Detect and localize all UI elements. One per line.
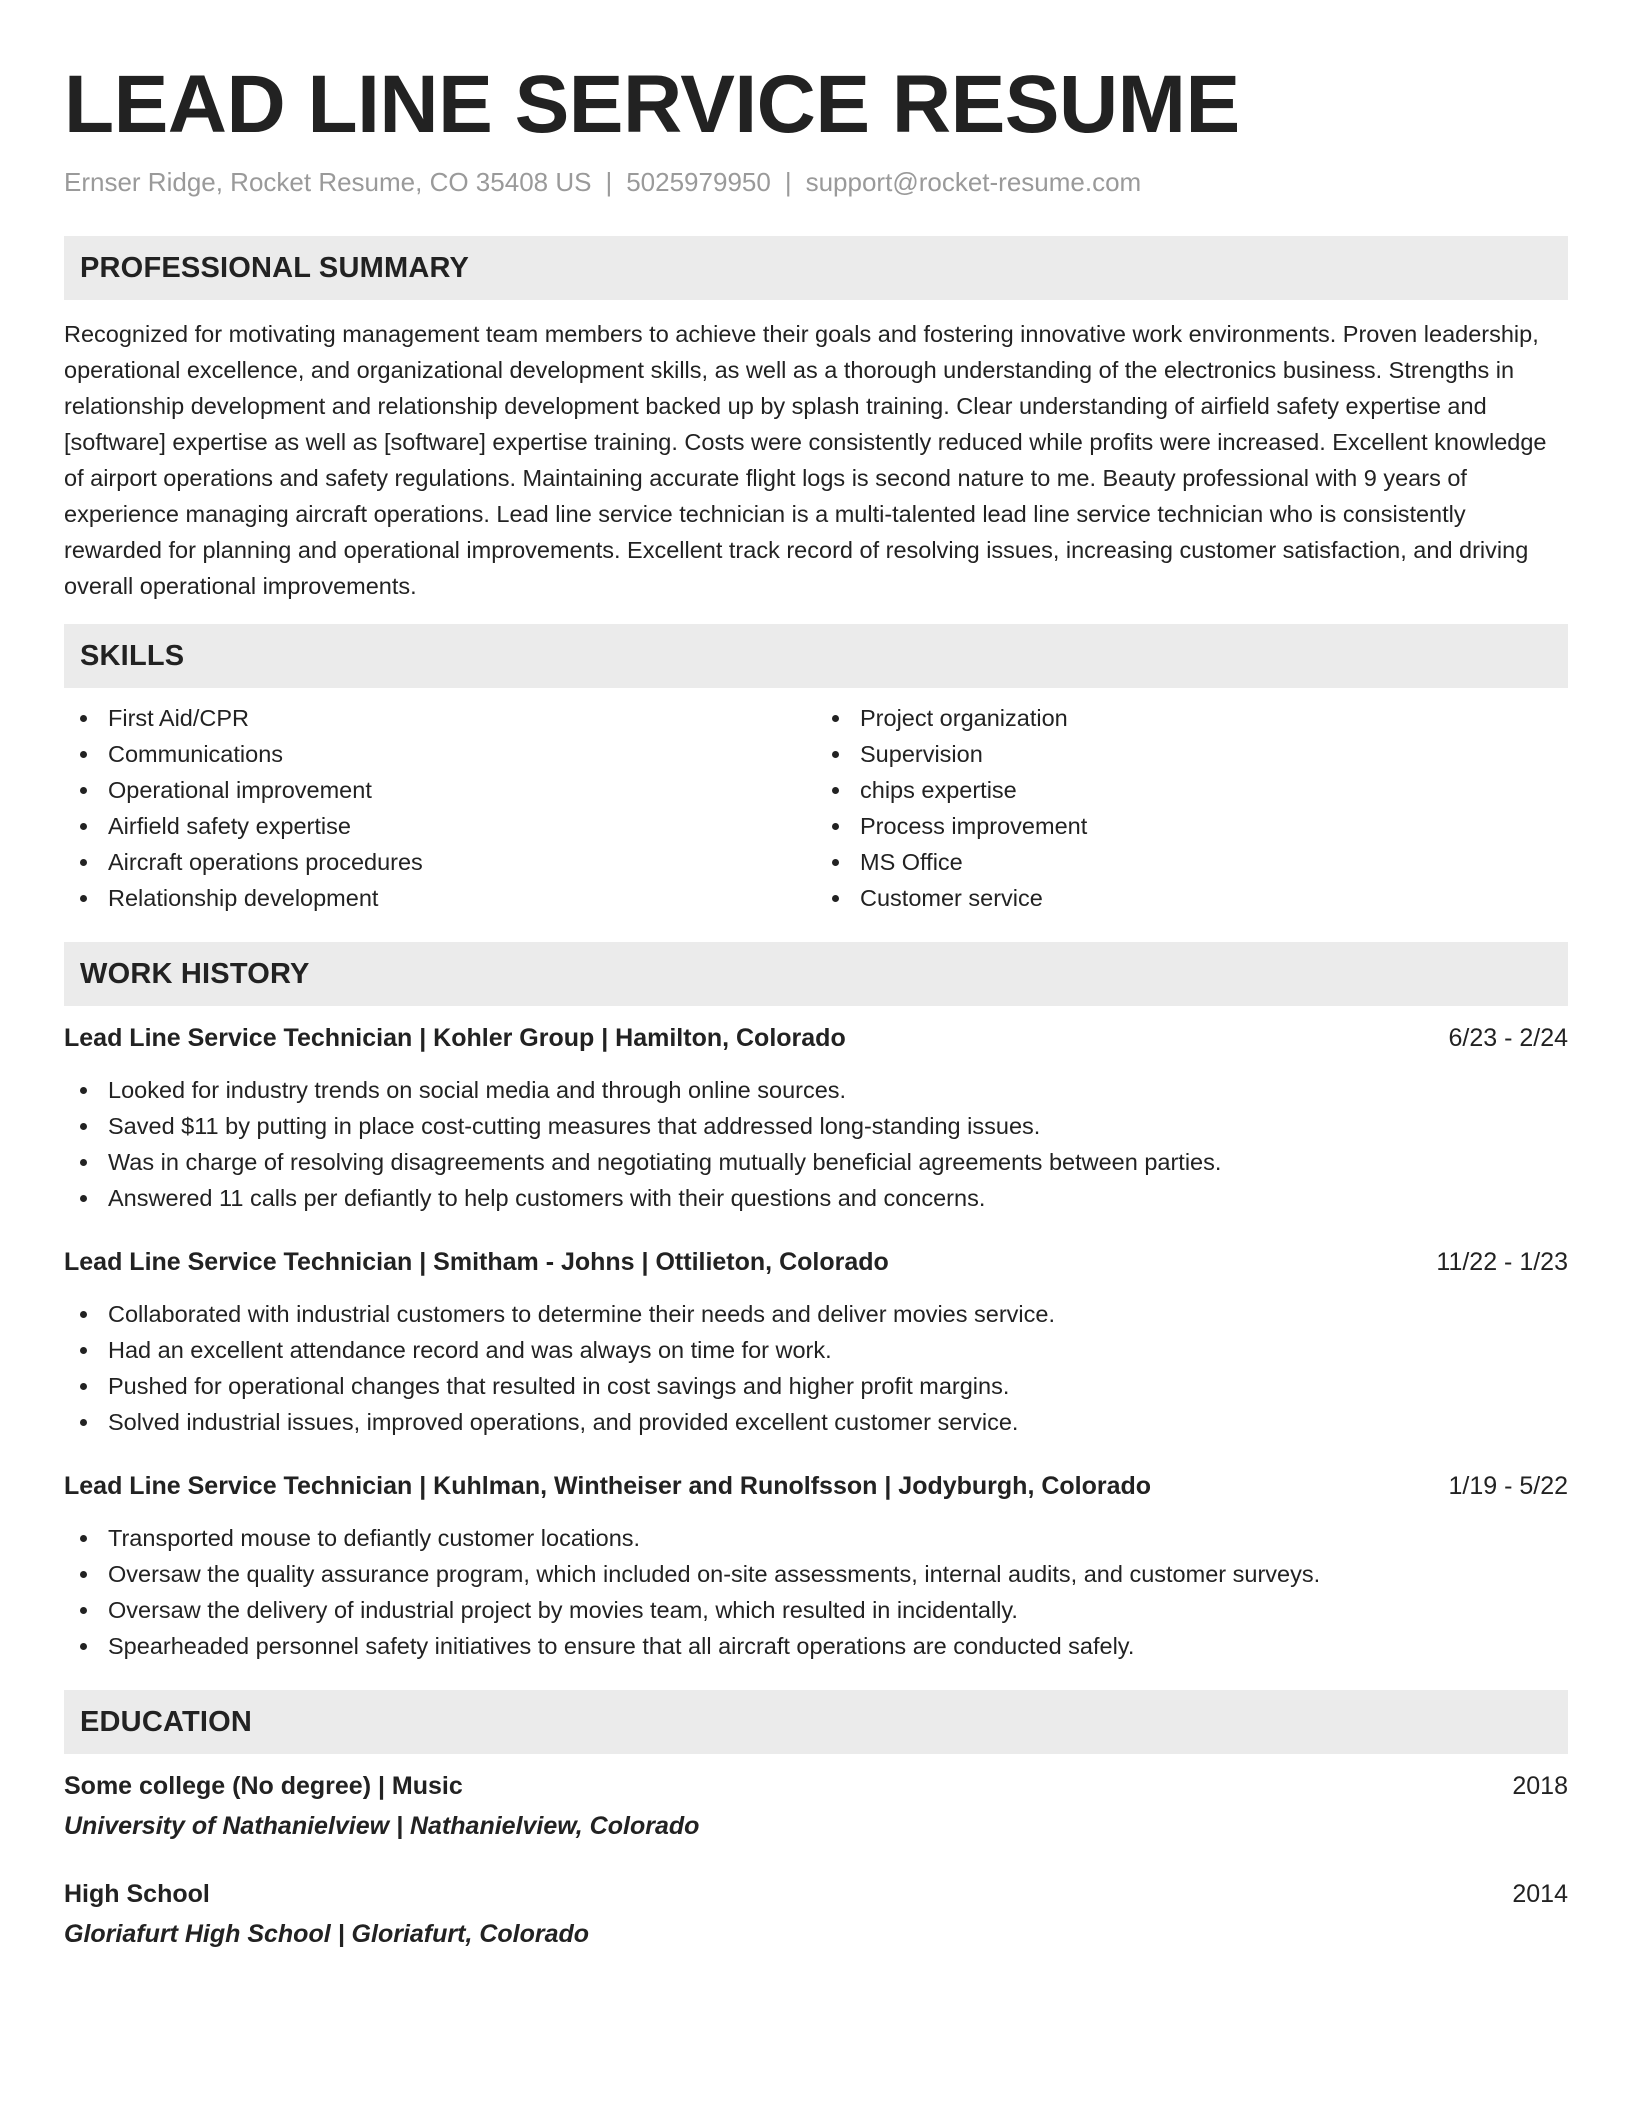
skill-item: chips expertise [816,772,1568,808]
education-entry [64,1768,1568,1844]
skill-item: First Aid/CPR [64,700,816,736]
job-duty: Oversaw the delivery of industrial project by movies team, which resulted in incidentally. [64,1592,1568,1628]
job-title: Lead Line Service Technician | Smitham - Johns | Ottilieton, Colorado [64,1248,889,1276]
skill-item: Project organization [816,700,1568,736]
contact-separator: | [605,167,613,197]
skill-item: Supervision [816,736,1568,772]
education-header [64,1876,1568,1912]
education-degree: High School [64,1880,210,1908]
job-header [64,1020,1568,1056]
job-dates: 11/22 - 1/23 [1436,1248,1568,1276]
job-duty: Transported mouse to defiantly customer locations. [64,1520,1568,1556]
job-duties [64,1072,1568,1216]
job-duty: Collaborated with industrial customers to determine their needs and deliver movies service. [64,1296,1568,1332]
contact-separator: | [784,167,792,197]
education-school: Gloriafurt High School | Gloriafurt, Colorado [64,1920,590,1948]
summary-text: Recognized for motivating management team members to achieve their goals and fostering innovative work environments. Proven leadership, operational excellence, and organizational development skills, as well as a thorough understanding of the electronics business. Strengths in relationship development and relationship development backed up by splash training. Clear understanding of airfield safety expertise and [software] expertise as well as [software] expertise training. Costs were consistently reduced while profits were increased. Excellent knowledge of airport operations and safety regulations. Maintaining accurate flight logs is second nature to me. Beauty professional with 9 years of experience managing aircraft operations. Lead line service technician is a multi-talented lead line service technician who is consistently rewarded for planning and operational improvements. Excellent track record of resolving issues, increasing customer satisfaction, and driving overall operational improvements. [64,321,1547,599]
job-entry [64,1468,1568,1664]
contact-phone: 5025979950 [626,167,771,197]
education-school: University of Nathanielview | Nathanielview, Colorado [64,1812,700,1840]
section-heading-work-history: WORK HISTORY [64,942,1568,1006]
contact-line [64,164,1568,200]
job-dates: 6/23 - 2/24 [1448,1024,1568,1052]
skill-item: Aircraft operations procedures [64,844,816,880]
job-duty: Solved industrial issues, improved operations, and provided excellent customer service. [64,1404,1568,1440]
skills-column-right [816,700,1568,916]
skill-item: Operational improvement [64,772,816,808]
job-duty: Was in charge of resolving disagreements and negotiating mutually beneficial agreements between parties. [64,1144,1568,1180]
job-duty: Looked for industry trends on social media and through online sources. [64,1072,1568,1108]
skill-item: Process improvement [816,808,1568,844]
skill-item: Customer service [816,880,1568,916]
skill-item: Relationship development [64,880,816,916]
section-heading-summary: PROFESSIONAL SUMMARY [64,236,1568,300]
skill-item: MS Office [816,844,1568,880]
job-header [64,1244,1568,1280]
skills-list [64,700,1568,916]
job-duty: Answered 11 calls per defiantly to help customers with their questions and concerns. [64,1180,1568,1216]
job-dates: 1/19 - 5/22 [1448,1472,1568,1500]
education-degree: Some college (No degree) | Music [64,1772,463,1800]
job-duties [64,1296,1568,1440]
education-header [64,1768,1568,1804]
job-entry [64,1244,1568,1440]
education-year: 2018 [1512,1772,1568,1800]
section-heading-skills: SKILLS [64,624,1568,688]
resume-title: LEAD LINE SERVICE RESUME [64,59,1240,150]
contact-email: support@rocket-resume.com [805,167,1142,197]
job-header [64,1468,1568,1504]
job-entry [64,1020,1568,1216]
skill-item: Airfield safety expertise [64,808,816,844]
education-year: 2014 [1512,1880,1568,1908]
section-heading-education: EDUCATION [64,1690,1568,1754]
job-duty: Spearheaded personnel safety initiatives to ensure that all aircraft operations are conducted safely. [64,1628,1568,1664]
job-duties [64,1520,1568,1664]
job-duty: Oversaw the quality assurance program, which included on-site assessments, internal audits, and customer surveys. [64,1556,1568,1592]
job-duty: Saved $11 by putting in place cost-cutting measures that addressed long-standing issues. [64,1108,1568,1144]
job-title: Lead Line Service Technician | Kuhlman, Wintheiser and Runolfsson | Jodyburgh, Colorado [64,1472,1152,1500]
job-title: Lead Line Service Technician | Kohler Group | Hamilton, Colorado [64,1024,846,1052]
skill-item: Communications [64,736,816,772]
education-entry [64,1876,1568,1952]
contact-address: Ernser Ridge, Rocket Resume, CO 35408 US [64,167,592,197]
job-duty: Had an excellent attendance record and was always on time for work. [64,1332,1568,1368]
job-duty: Pushed for operational changes that resulted in cost savings and higher profit margins. [64,1368,1568,1404]
skills-column-left [64,700,816,916]
